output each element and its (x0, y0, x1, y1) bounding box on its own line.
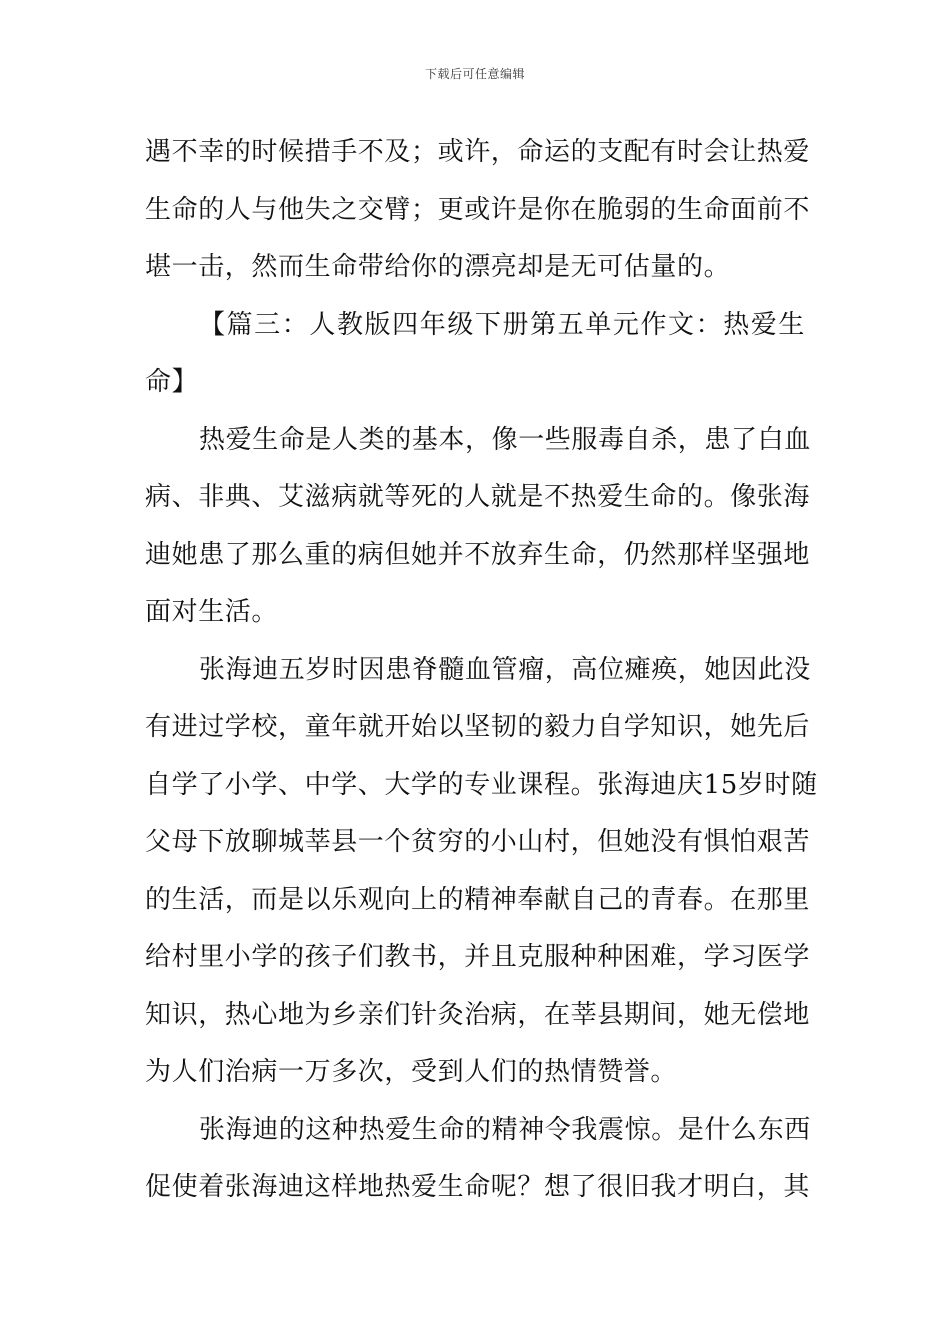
text-line: 的生活，而是以乐观向上的精神奉献自己的青春。在那里 (145, 884, 811, 915)
text-line: 给村里小学的孩子们教书，并且克服种种困难，学习医学 (145, 942, 811, 972)
text-line: 面对生活。 (145, 597, 279, 627)
text-line: 堪一击，然而生命带给你的漂亮却是无可估量的。 (145, 252, 731, 282)
body-text (145, 124, 818, 1217)
text-line: 生命的人与他失之交臂；更或许是你在脆弱的生命面前不 (145, 194, 811, 225)
text-line: 张海迪五岁时因患脊髓血管瘤，高位瘫痪，她因此没 (199, 654, 811, 685)
page-header: 下载后可任意编辑 (424, 67, 525, 81)
text-line: 遇不幸的时候措手不及；或许，命运的支配有时会让热爱 (145, 137, 811, 167)
section-heading-line: 【篇三：人教版四年级下册第五单元作文：热爱生 (199, 309, 805, 340)
text-line: 迪她患了那么重的病但她并不放弃生命，仍然那样坚强地 (145, 539, 811, 570)
text-line: 张海迪的这种热爱生命的精神令我震惊。是什么东西 (199, 1114, 811, 1145)
text-line: 促使着张海迪这样地热爱生命呢？想了很旧我才明白，其 (145, 1172, 811, 1202)
text-line: 知识，热心地为乡亲们针灸治病，在莘县期间，她无偿地 (145, 999, 811, 1030)
text-line: 热爱生命是人类的基本，像一些服毒自杀，患了白血 (199, 424, 811, 455)
text-line: 自学了小学、中学、大学的专业课程。张海迪庆15岁时随 (145, 769, 818, 800)
text-line: 为人们治病一万多次，受到人们的热情赞誉。 (145, 1057, 678, 1087)
section-heading-line: 命】 (145, 367, 199, 397)
text-line: 父母下放聊城莘县一个贫穷的小山村，但她没有惧怕艰苦 (145, 827, 811, 857)
text-line: 病、非典、艾滋病就等死的人就是不热爱生命的。像张海 (145, 482, 811, 512)
text-line: 有进过学校，童年就开始以坚韧的毅力自学知识，她先后 (145, 712, 811, 742)
